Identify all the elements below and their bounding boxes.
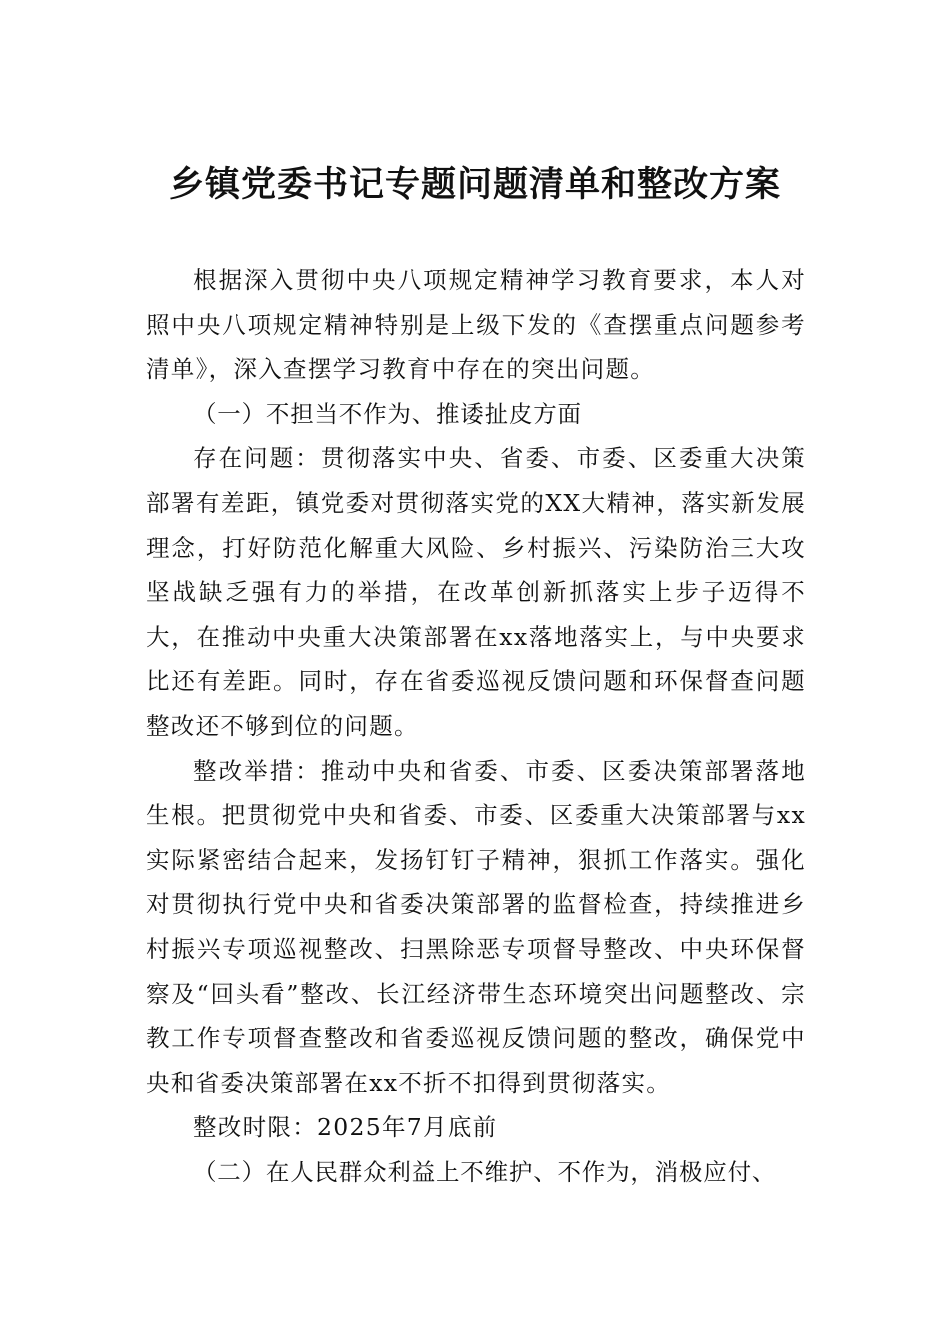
deadline-paragraph: 整改时限：2025年7月底前 [193,1113,498,1142]
section-heading-1: （一）不担当不作为、推诿扯皮方面 [193,399,582,428]
measures-paragraph: 整改举措：推动中央和省委、市委、区委决策部署落地生根。把贯彻党中央和省委、市委、区委重大决策部署与xx实际紧密结合起来，发扬钉钉子精神，狠抓工作落实。强化对贯彻执行党中央和省委决策部署的监督检查，持续推进乡村振兴专项巡视整改、扫黑除恶专项督导整改、中央环保督察及“回头看”整改、长江经济带生态环境突出问题整改、宗教工作专项督查整改和省委巡视反馈问题的整改，确保党中央和省委决策部署在xx不折不扣得到贯彻落实。 [146,756,806,1097]
document-body [146,258,806,1194]
section-heading-2: （二）在人民群众利益上不维护、不作为，消极应付、 [193,1157,777,1186]
intro-paragraph: 根据深入贯彻中央八项规定精神学习教育要求，本人对照中央八项规定精神特别是上级下发的《查摆重点问题参考清单》，深入查摆学习教育中存在的突出问题。 [146,266,806,384]
document-title: 乡镇党委书记专题问题清单和整改方案 [168,164,781,205]
problem-paragraph: 存在问题：贯彻落实中央、省委、市委、区委重大决策部署有差距，镇党委对贯彻落实党的XX大精神，落实新发展理念，打好防范化解重大风险、乡村振兴、污染防治三大攻坚战缺乏强有力的举措，在改革创新抓落实上步子迈得不大，在推动中央重大决策部署在xx落地落实上，与中央要求比还有差距。同时，存在省委巡视反馈问题和环保督查问题整改还不够到位的问题。 [146,444,806,740]
